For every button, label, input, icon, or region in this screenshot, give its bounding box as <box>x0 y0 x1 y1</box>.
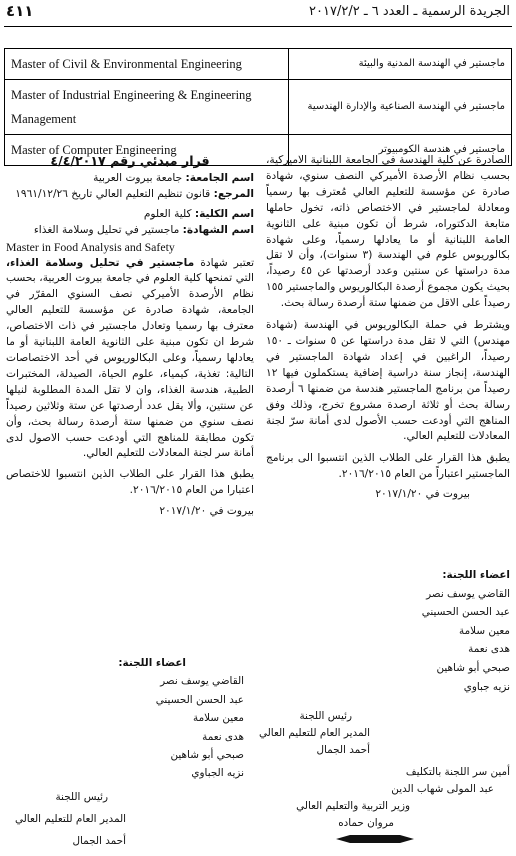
degree-english: Master of Civil & Environmental Engineering <box>5 49 289 80</box>
signatory-name: أحمد الجمال <box>316 744 370 756</box>
degree-arabic: ماجستير في الهندسة الصناعية والإدارة الهندسية <box>289 80 512 135</box>
member-name: نزيه الجباوي <box>191 767 244 780</box>
degree-label: اسم الشهادة: <box>182 223 254 236</box>
member-name: عبد الحسن الحسيني <box>421 606 510 619</box>
paragraph-lead: تعتبر شهادة <box>200 256 255 269</box>
left-signatories <box>6 786 126 852</box>
member-name: معين سلامة <box>193 712 244 725</box>
left-column <box>6 153 254 520</box>
degree-value: ماجستير في تحليل وسلامة الغذاء <box>33 223 180 236</box>
end-arrow-icon <box>336 834 414 844</box>
signatory-title: وزير التربية والتعليم العالي <box>296 800 410 812</box>
signatory-title: المدير العام للتعليم العالي <box>14 813 126 825</box>
table-row <box>5 49 512 80</box>
paragraph-body: التي تمنحها كلية العلوم في جامعة بيروت العربية، بحسب نظام الأرصدة الأميركي نصف السنوي المقرّر في الجامعة، شهادة صادرة عن مؤسسة للتعليم العالي معترف بها رسميا وتعادل ماجستير في ذات الاختصاص، شرط ان تكون مبنية على الثانوية العامة اللبنانية أو ما يعادلها رسمياً، وعلى البكالوريوس في أحد الاختصاصات التالية: تغذية، كيمياء، علوم الحياة، الصيدلة، المختبرات الطبية، هندسة الغذاء، وان لا تقل المدة المطلوبة لنيلها عن سنتين، وألا يقل عدد أرصدتها عن ستة وثلاثين رصيداً نصف سنوي من ضمنها ستة أرصدة رسالة بحث، وأن تكون مطابقة للمناهج التي أودعت حسب الاصول لدى أمانة سر لجنة المعادلات للتعليم العالي. <box>6 272 254 460</box>
decision-date: بيروت في ٢٠١٧/١/٢٠ <box>375 488 470 501</box>
faculty-value: كلية العلوم <box>143 207 192 220</box>
degrees-table <box>4 48 512 166</box>
degree-arabic: ماجستير في هندسة الكومبيوتر <box>289 135 512 166</box>
university-label: اسم الجامعة: <box>185 171 254 184</box>
university-value: جامعة بيروت العربية <box>93 171 183 184</box>
member-name: القاضي يوسف نصر <box>426 587 510 600</box>
faculty-line <box>6 207 254 223</box>
signatory-name: عبد المولى شهاب الدين <box>391 783 494 795</box>
reference-value: قانون تنظيم التعليم العالي تاريخ ١٩٦١/١٢/٢٦ <box>15 187 211 200</box>
member-name: نزيه جباوي <box>463 680 510 693</box>
paragraph: ويشترط في حملة البكالوريوس في الهندسة (شهادة مهندس) التي لا تقل مدة دراستها عن ٥ سنوات ـ ١٥٠ رصيداً، الراغبين في إعداد شهادة الماجستير في الهندسة، إنجاز سنة دراسية إضافية يستكملون فيها ١٢ رصيداً من برنامج الماجستير هندسة من ضمنها ٦ أرصدة رسالة بحث أو ثلاثة ارصدة مشروع تخرج، وذلك وفق المناهج التي أودعت حسب الأصول لدى أمانة سرّ لجنة المعادلات للتعليم العالي. <box>266 319 511 443</box>
member-name: عبد الحسن الحسيني <box>155 693 244 706</box>
member-name: صبحي أبو شاهين <box>436 661 510 674</box>
paragraph: الصادرة عن كلية الهندسة في الجامعة اللبنانية الاميركية، بحسب نظام الأرصدة الأميركي النصف سنوي، شهادة صادرة عن مؤسسة للتعليم العالي مُعترف بها رسمياً ومعادلة لماجستير في الاختصاص ذاته، تخول حاملها متابعة الدكتوراه، شرط أن تكون مبنية على الثانوية العامة اللبنانية أو ما يعادلها رسمياً، وعلى شهادة بكالوريوس علوم في الهندسة (٣ سنوات)، وأن لا تقل مدة دراستها عن سنتين وعدد أرصدتها عن ٤٥ رصيداً، بحيث يكون مجموع أرصدة البكالوريوس والماجستير ١٥٥ رصيداً على الاقل من ضمنها ستة أرصدة رسالة بحث. <box>266 154 510 310</box>
right-secretary <box>300 764 510 798</box>
decision-title: قرار مبدئي رقم ٤/٤/٢٠١٧ <box>50 153 210 168</box>
degree-english: Master of Computer Engineering <box>5 135 289 166</box>
members-title: اعضاء اللجنة: <box>442 569 510 581</box>
member-name: القاضي يوسف نصر <box>160 675 244 688</box>
signatory-title: المدير العام للتعليم العالي <box>258 727 370 739</box>
degree-arabic: ماجستير في الهندسة المدنية والبيئة <box>289 49 512 80</box>
paragraph: يطبق هذا القرار على الطلاب الذين انتسبوا الى برنامج الماجستير اعتباراً من العام ٢٠١٦/٢٠١٥. <box>266 452 510 481</box>
members-title: اعضاء اللجنة: <box>118 657 186 669</box>
decision-date: بيروت في ٢٠١٧/١/٢٠ <box>159 505 254 518</box>
member-name: هدى نعمة <box>468 643 510 656</box>
degree-name-bold: ماجستير في تحليل وسلامة الغذاء، <box>6 256 195 269</box>
degree-english: Master of Industrial Engineering & Engineering Management <box>5 80 289 135</box>
reference-label: المرجع: <box>213 187 254 200</box>
paragraph <box>6 256 254 463</box>
university-line <box>6 171 254 187</box>
signatory-name: مروان حماده <box>338 817 394 829</box>
page-header <box>4 0 512 27</box>
signatory-name: أحمد الجمال <box>72 835 126 847</box>
right-column <box>266 153 510 503</box>
reference-line <box>6 187 254 203</box>
right-signatories <box>240 708 370 759</box>
degree-line <box>6 223 254 239</box>
signatory-title: رئيس اللجنة <box>299 710 352 722</box>
degree-english-name: Master in Food Analysis and Safety <box>6 239 175 254</box>
right-minister <box>240 798 410 832</box>
faculty-label: اسم الكلية: <box>194 207 254 220</box>
member-name: صبحي أبو شاهين <box>170 749 244 762</box>
right-members <box>300 566 510 696</box>
table-row <box>5 80 512 135</box>
member-name: هدى نعمة <box>202 730 244 743</box>
page-number: ٤١١ <box>6 2 34 20</box>
signatory-title: أمين سر اللجنة بالتكليف <box>405 766 510 778</box>
paragraph: يطبق هذا القرار على الطلاب الذين انتسبوا للاختصاص اعتبارا من العام ٢٠١٦/٢٠١٥. <box>6 468 254 497</box>
member-name: معين سلامة <box>459 624 510 637</box>
signatory-title: رئيس اللجنة <box>55 791 108 803</box>
journal-title: الجريدة الرسمية ـ العدد ٦ ـ ٢٠١٧/٢/٢ <box>309 4 510 19</box>
left-members <box>6 654 250 783</box>
